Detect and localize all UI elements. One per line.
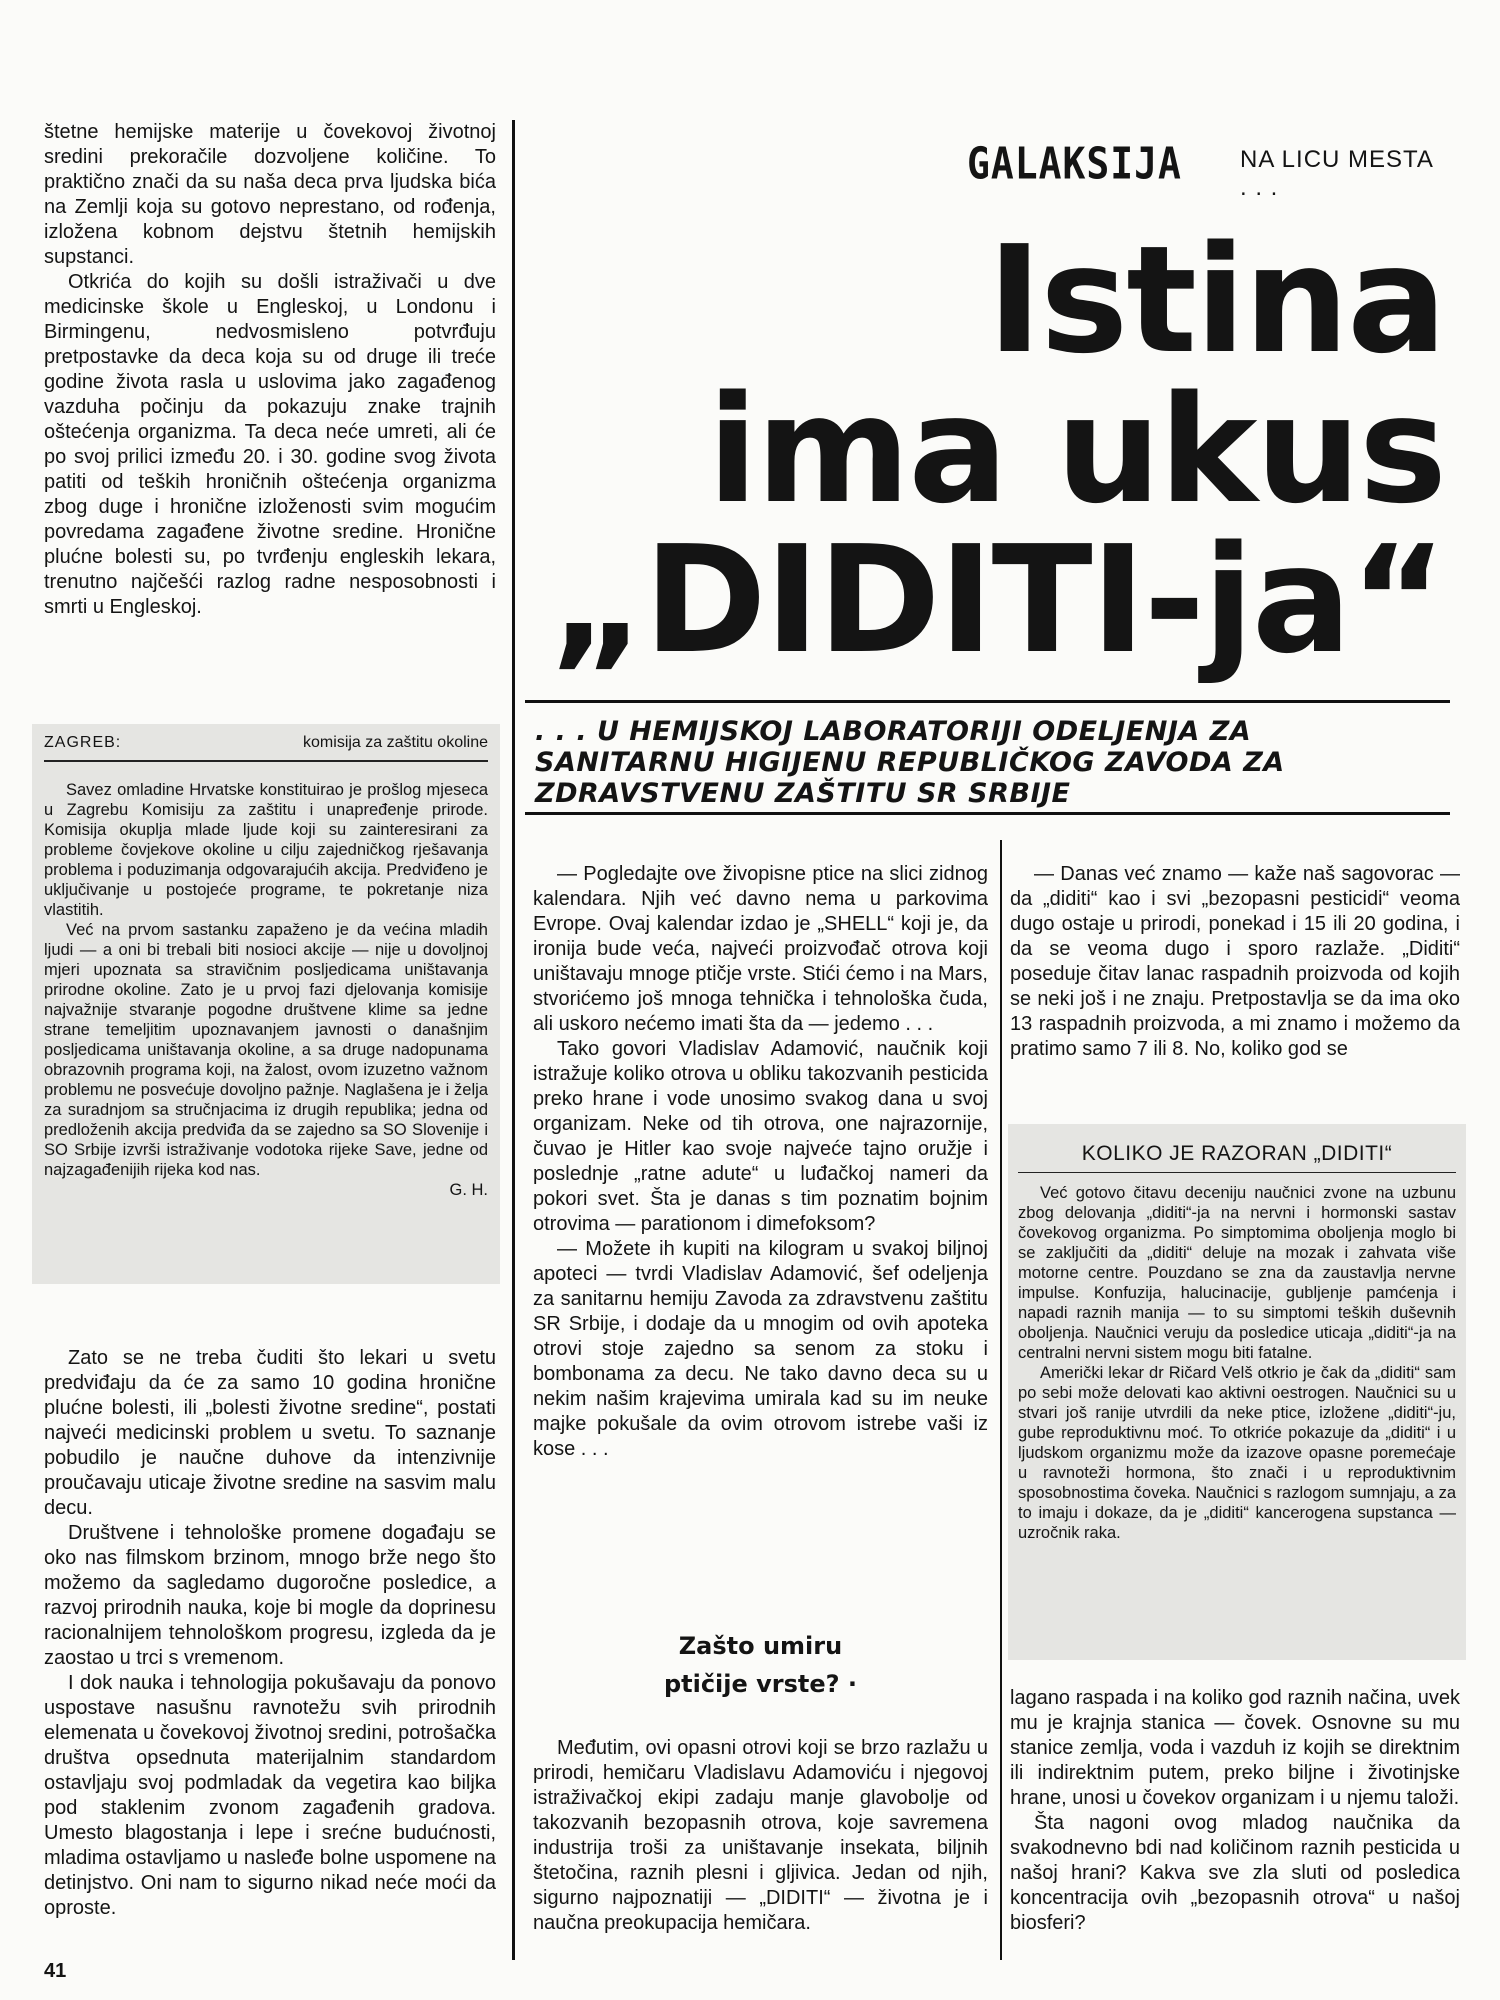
paragraph: Međutim, ovi opasni otrovi koji se brzo razlažu u prirodi, hemičaru Vladislavu Adamoviću i njegovoj istraživačkoj ekipi zadaju manje glavobolje od takozvanih bezopasnih otrova, koje savremena industrija troši za uništavanje insekata, biljnih štetočina, raznih plesni i gljivica. Jedan od njih, sigurno najpoznatiji — „DIDITI“ — životna je i naučna preokupacija hemičara.	[533, 1737, 988, 1934]
middle-column-bottom	[533, 1736, 988, 1936]
paragraph: — Pogledajte ove živopisne ptice na slici zidnog kalendara. Njih već davno nema u parkovima Evrope. Ovaj kalendar izdao je „SHELL“ koji je, da ironija bude veća, najveći proizvođač otrova koji uništavaju mnoge ptičje vrste. Stići ćemo i na Mars, stvorićemo još mnoga tehnička i tehnološka čuda, ali uskoro nećemo imati šta da — jedemo . . .	[533, 863, 988, 1035]
box-place: ZAGREB:	[44, 734, 122, 751]
headline-line-3: „DIDITI-ja“	[548, 514, 1445, 686]
paragraph: Otkrića do kojih su došli istraživači u dve medicinske škole u Engleskoj, u Londonu i Birmingenu, nedvosmisleno potvrđuju pretpostavke da deca koja su od druge ili treće godine života rasla u uslovima jako zagađenog vazduha počinju da pokazuju znake trajnih oštećenja organizma. Ta deca neće umreti, ali će po svoj prilici između 20. i 30. godine svog života patiti od teških hroničnih oštećenja organizma zbog duge i hronične izloženosti svim mogućim povredama zagađene životne sredine. Hronične plućne bolesti su, po tvrđenju engleskih lekara, trenutno najčešći razlog radne nesposobnosti i smrti u Engleskoj.	[44, 271, 496, 618]
headline-line-2: ima ukus	[707, 364, 1445, 536]
section-heading	[533, 1630, 988, 1700]
paragraph: — Danas već znamo — kaže naš sagovorac — da „diditi“ kao i svi „bezopasni pesticidi“ veoma dugo ostaje u prirodi, ponekad i 15 ili 20 godina, i da se veoma dugo i sporo razlaže. „Diditi“ poseduje čitav lanac raspadnih proizvoda od kojih se neki još i ne znaju. Pretpostavlja se da ima oko 13 raspadnih proizvoda, a mi znamo i možemo da pratimo samo 7 ili 8. No, koliko god se	[1010, 863, 1460, 1060]
left-column-top	[44, 120, 496, 620]
headline	[520, 214, 1445, 686]
paragraph: Zato se ne treba čuditi što lekari u svetu predviđaju da će za samo 10 godina hronične plućne bolesti, ili „bolesti životne sredine“, postati najveći medicinski problem u svetu. To saznanje pobudilo je naučne duhove da intenzivnije proučavaju uticaje životne sredine na sasvim malu decu.	[44, 1347, 496, 1519]
column-divider-right	[1000, 840, 1002, 1960]
right-column-bottom	[1010, 1686, 1460, 1936]
paragraph: Društvene i tehnološke promene događaju se oko nas filmskom brzinom, mnogo brže nego što možemo da sagledamo dugoročne posledice, a razvoj prirodnih nauka, koje bi mogle da doprinesu racionalnijem tehnološkom progresu, izgleda da je zaostao u trci s vremenom.	[44, 1522, 496, 1669]
brand-logo: GALAKSIJA	[967, 138, 1182, 189]
diditi-sidebar-box	[1008, 1124, 1466, 1660]
headline-line-1: Istina	[987, 214, 1445, 386]
paragraph: Tako govori Vladislav Adamović, naučnik koji istražuje koliko otrova u obliku takozvanih pesticida preko hrane i vode unosimo svakog dana u svoj organizam. Neke od tih otrova, one najrazornije, čuvao je Hitler kao svoje najveće tajno oružje i poslednje „ratne adute“ u luđačkoj nameri da pokori svet. Šta je danas s tim poznatim bojnim otrovima — parationom i dimefoksom?	[533, 1038, 988, 1235]
paragraph: Savez omladine Hrvatske konstituirao je prošlog mjeseca u Zagrebu Komisiju za zaštitu i unapređenje prirode. Komisija okuplja mlade ljude koji su zainteresirani za probleme čovjekove okoline u cilju zajedničkog rješavanja problema i poduzimanja odgovarajućih akcija. Predviđeno je uključivanje u postojeće programe, te pokretanje niza vlastitih.	[44, 781, 488, 919]
box-signature: G. H.	[449, 1181, 488, 1199]
left-column-bottom	[44, 1346, 496, 1921]
subheadline-rule-bottom	[525, 812, 1450, 815]
section-heading-line-2: ptičije vrste? ·	[663, 1670, 858, 1698]
zagreb-sidebar-box	[32, 724, 500, 1284]
box-title: KOLIKO JE RAZORAN „DIDITI“	[1018, 1142, 1456, 1173]
page-number: 41	[44, 1960, 67, 1982]
magazine-header	[967, 138, 1447, 201]
column-divider-left	[512, 120, 515, 1960]
middle-column-top	[533, 862, 988, 1462]
section-kicker: NA LICU MESTA . . .	[1240, 146, 1433, 201]
paragraph: štetne hemijske materije u čovekovoj životnoj sredini prekoračile dozvoljene količine. To praktično znači da su naša deca prva ljudska bića na Zemlji koja su gotovo neprestano, od rođenja, izložena kobnom dejstvu štetnih hemijskih supstanci.	[44, 121, 496, 268]
paragraph: Već na prvom sastanku zapaženo je da većina mladih ljudi — a oni bi trebali biti nosioci akcije — nije u dovoljnoj mjeri upoznata sa stravičnim posljedicama uništavanja prirodne okoline. Zato je u prvoj fazi djelovanja komisije najvažnije stvaranje pogodne društvene klime sa jedne strane temeljitim upoznavanjem javnosti o današnjim posljedicama uništavanja okoline, a sa druge nadopunama obrazovnih programa koji, na žalost, ovom izuzetno važnom problemu ne posvećuje dovoljno pažnje. Naglašena je i želja za suradnjom sa stručnjacima iz drugih republika; jedna od predloženih akcija predviđa da se zajedno sa SO Slovenije i SO Srbije izvrši istraživanje vodotoka rijeke Save, jedne od najzagađenijih rijeka kod nas.	[44, 921, 488, 1179]
section-heading-line-1: Zašto umiru	[678, 1632, 843, 1660]
paragraph: Američki lekar dr Ričard Velš otkrio je čak da „diditi“ sam po sebi može delovati kao aktivni oestrogen. Naučnici su u stvari još ranije utvrdili da neke ptice, izložene „diditi“-ju, gube reproduktivnu moć. To otkriće pokazuje da „diditi“ i u ljudskom organizmu može da izazove opasne poremećaje u ravnoteži hormona, što znači i u reproduktivnim sposobnostima čoveka. Naučnici s razlogom sumnjaju, a za to imaju i dokaze, da je „diditi“ kancerogena supstanca — uzročnik raka.	[1018, 1364, 1456, 1542]
right-column-top	[1010, 862, 1460, 1062]
subheadline: . . . U HEMIJSKOJ LABORATORIJI ODELJENJA ZA SANITARNU HIGIJENU REPUBLIČKOG ZAVODA ZA ZDRAVSTVENU ZAŠTITU SR SRBIJE	[535, 716, 1285, 809]
paragraph: I dok nauka i tehnologija pokušavaju da ponovo uspostave nasušnu ravnotežu svih prirodnih elemenata u čovekovoj životnoj sredini, potrošačka društva opsednuta materijalnim standardom ostavljaju svoj podmladak da vegetira kao biljka pod staklenim zvonom zagađenih gradova. Umesto blagostanja i lepe i srećne budućnosti, mladima ostavljamo u nasleđe bolne uspomene na detinjstvo. Oni nam to sigurno nikad neće moći da oproste.	[44, 1672, 496, 1919]
box-topic: komisija za zaštitu okoline	[303, 734, 488, 751]
paragraph: — Možete ih kupiti na kilogram u svakoj biljnoj apoteci — tvrdi Vladislav Adamović, šef odeljenja za sanitarnu hemiju Zavoda za zdravstvenu zaštitu SR Srbije, i dodaje da u mnogim od ovih apoteka otrovi stoje zajedno sa senom za stoku i bombonama za decu. Ne tako davno deca su u nekim našim krajevima umirala kad su im neuke majke pokušale da ovim otrovom istrebe vaši iz kose . . .	[533, 1238, 988, 1460]
paragraph: Šta nagoni ovog mladog naučnika da svakodnevno bdi nad količinom raznih pesticida u našoj hrani? Kakva sve zla sluti od posledica koncentracija ovih „bezopasnih otrova“ u našoj biosferi?	[1010, 1812, 1460, 1934]
paragraph: lagano raspada i na koliko god raznih načina, uvek mu je krajnja stanica — čovek. Osnovne su mu stanice zemlja, voda i vazduh iz kojih se direktnim ili indirektnim putem, preko biljne i životinjske hrane, unosi u čovekov organizam i u njemu taloži.	[1010, 1687, 1460, 1809]
paragraph: Već gotovo čitavu deceniju naučnici zvone na uzbunu zbog delovanja „diditi“-ja na nervni i hormonski sastav čovekovog organizma. Po simptomima oboljenja moglo bi se zaključiti da „diditi“ deluje na mozak i zahvata više motorne centre. Pouzdano se zna da zaustavlja nervne impulse. Konfuzija, halucinacije, gubljenje pamćenja i napadi raznih manija — to su simptomi teških duševnih oboljenja. Naučnici veruju da posledice uticaja „diditi“-ja na centralni nervni sistem mogu biti fatalne.	[1018, 1184, 1456, 1362]
subheadline-rule-top	[525, 700, 1450, 703]
